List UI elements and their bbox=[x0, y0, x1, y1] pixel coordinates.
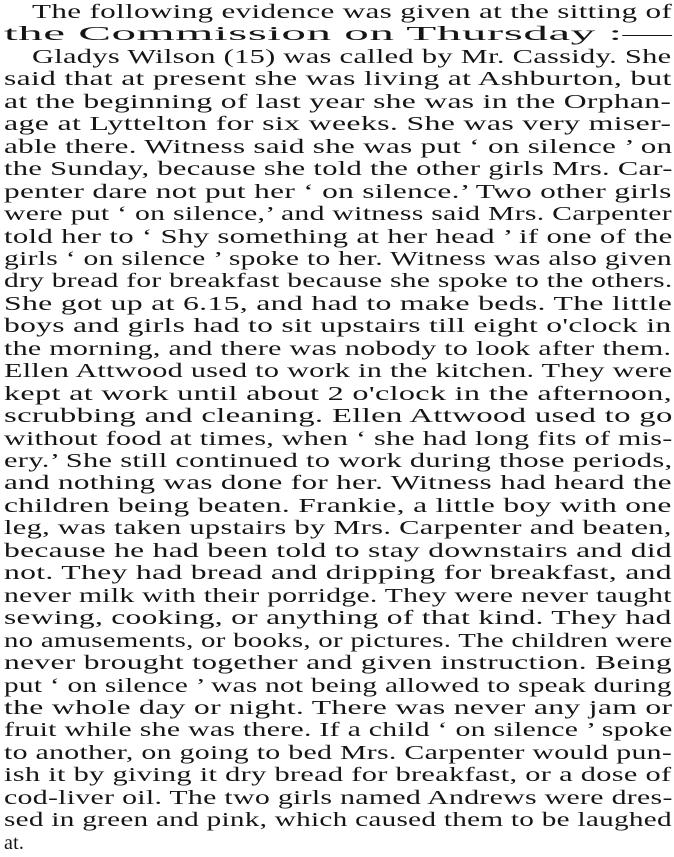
article-line: Ellen Attwood used to work in the kitchen. They were bbox=[4, 360, 673, 383]
article-line: scrubbing and cleaning. Ellen Attwood used to go bbox=[4, 405, 673, 428]
article-line: dry bread for breakfast because she spoke to the others. bbox=[4, 270, 673, 293]
article-line: sewing, cooking, or anything of that kind. They had bbox=[4, 607, 672, 630]
article-line: sed in green and pink, which caused them to be laughed bbox=[4, 809, 672, 832]
article-line: to another, on going to bed Mrs. Carpenter would pun- bbox=[4, 741, 673, 764]
article-line: cod-liver oil. The two girls named Andrews were dres- bbox=[4, 786, 673, 809]
article-line: age at Lyttelton for six weeks. She was very miser- bbox=[4, 113, 672, 136]
article-line: told her to ‘ Shy something at her head ’ if one of the bbox=[4, 225, 673, 248]
article-line: and nothing was done for her. Witness had heard the bbox=[4, 472, 672, 495]
article-line: because he had been told to stay downstairs and did bbox=[4, 539, 672, 562]
article-line: put ‘ on silence ’ was not being allowed to speak during bbox=[4, 674, 672, 697]
article-line: The following evidence was given at the sitting of bbox=[32, 1, 673, 23]
article-line: never brought together and given instruction. Being bbox=[4, 652, 673, 675]
article-line: girls ‘ on silence ’ spoke to her. Witness was also given bbox=[4, 247, 673, 270]
article-line: at. bbox=[4, 831, 25, 854]
article-line: penter dare not put her ‘ on silence.’ Two other girls bbox=[4, 180, 672, 203]
article-line: the whole day or night. There was never any jam or bbox=[4, 696, 673, 719]
article-line: children being beaten. Frankie, a little boy with one bbox=[4, 494, 672, 517]
article-line: were put ‘ on silence,’ and witness said Mrs. Carpenter bbox=[4, 203, 672, 226]
article-line: boys and girls had to sit upstairs till eight o'clock in bbox=[4, 315, 672, 338]
article-line: no amusements, or books, or pictures. The children were bbox=[4, 629, 673, 652]
article-line: without food at times, when ‘ she had long fits of mis- bbox=[4, 427, 673, 450]
newspaper-clipping bbox=[4, 0, 674, 857]
article-line: fruit while she was there. If a child ‘ on silence ’ spoke bbox=[4, 719, 673, 742]
article-line: able there. Witness said she was put ‘ on silence ’ on bbox=[4, 135, 673, 158]
article-line: She got up at 6.15, and had to make beds. The little bbox=[4, 292, 673, 315]
article-line: ish it by giving it dry bread for breakfast, or a dose of bbox=[4, 764, 672, 787]
article-line: said that at present she was living at Ashburton, but bbox=[4, 68, 672, 91]
article-line: leg, was taken upstairs by Mrs. Carpenter and beaten, bbox=[4, 517, 672, 540]
article-line: not. They had bread and dripping for breakfast, and bbox=[4, 562, 672, 585]
article-line: ery.’ She still continued to work during those periods, bbox=[4, 450, 673, 472]
article-line: the Commission on Thursday :— bbox=[4, 23, 673, 46]
article-line: never milk with their porridge. They were never taught bbox=[4, 584, 672, 607]
article-line: kept at work until about 2 o'clock in the afternoon, bbox=[4, 382, 673, 405]
article-line: the Sunday, because she told the other girls Mrs. Car- bbox=[4, 158, 673, 181]
article-line: at the beginning of last year she was in the Orphan- bbox=[4, 90, 672, 113]
article-line: Gladys Wilson (15) was called by Mr. Cassidy. She bbox=[32, 45, 672, 68]
article-line: the morning, and there was nobody to look after them. bbox=[4, 337, 672, 360]
